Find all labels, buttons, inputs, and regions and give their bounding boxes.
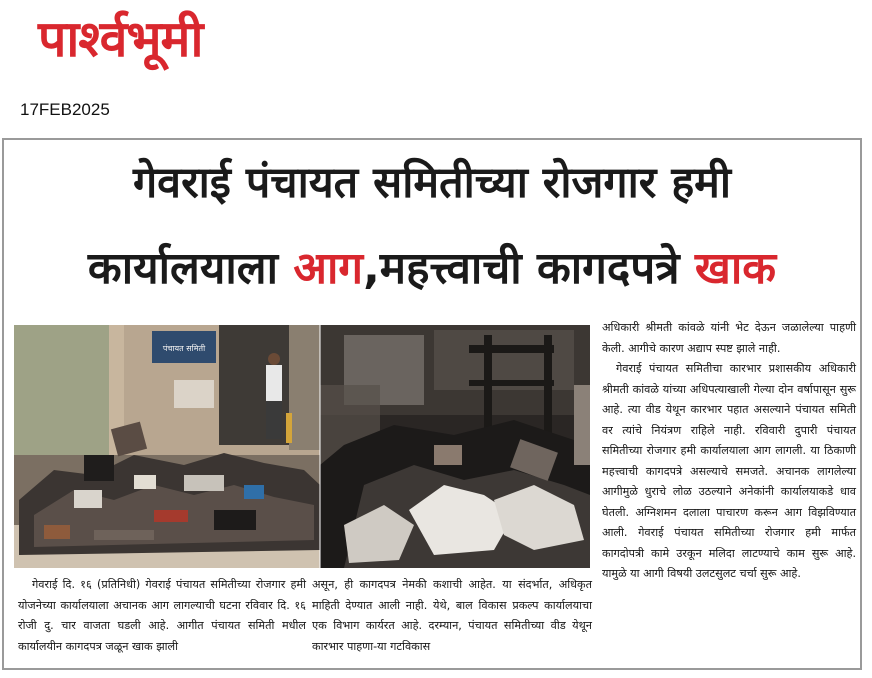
- publication-date: 17FEB2025: [20, 100, 110, 119]
- article-column-3: [602, 318, 856, 585]
- article-paragraph: गेवराई दि. १६ (प्रतिनिधी) गेवराई पंचायत समितीच्या रोजगार हमी योजनेच्या कार्यालयाला अचानक आग लागल्याची घटना रविवार दि. १६ रोजी दु. चार वाजता घडली आहे. आगीत पंचायत समिती मधील कार्यालयीन कागदपत्र जळून खाक झाली: [18, 578, 306, 653]
- headline-line-2: [4, 240, 860, 298]
- article-paragraph: गेवराई पंचायत समितीचा कारभार प्रशासकीय अधिकारी श्रीमती कांवळे यांच्या अधिपत्याखाली गेल्या दोन वर्षापासून सुरू आहे. त्या वीड येथून कारभार पहात असल्याने पंचायत समिती वर त्यांचे नियंत्रण राहिले नाही. रविवारी दुपारी पंचायत समितीच्या रोजगार हमी कार्यालयाला आग लागली. या ठिकाणी महत्त्वाची कागदपत्रे असल्याचे समजते. अचानक लागलेल्या आगीमुळे धुराचे लोळ उठल्याने अनेकांनी कार्यालयाकडे धाव घेतली. अग्निशमन दलाला पाचारण करून आग विझविण्यात आली. गेवराई पंचायत समितीच्या रोजगार हमी मार्फत कागदोपत्री कामे उरकून मलिदा लाटण्याचे काम सुरू आहे. यामुळे या आगी विषयी उलटसुलट चर्चा सुरू आहे.: [602, 362, 856, 580]
- article-column-2: [312, 575, 592, 657]
- headline-highlight-ash: खाक: [694, 243, 777, 294]
- headline-part: कार्यालयाला: [87, 243, 294, 294]
- headline-highlight-fire: आग: [293, 243, 364, 294]
- headline-part: ,महत्त्वाची कागदपत्रे: [363, 243, 695, 294]
- office-sign-text: पंचायत समिती: [162, 344, 206, 353]
- brand-logo: पार्श्वभूमी: [38, 10, 203, 68]
- fire-photos-svg: [14, 325, 590, 568]
- news-clipping: [2, 138, 862, 670]
- article-paragraph: असून, ही कागदपत्र नेमकी कशाची आहेत. या संदर्भात, अधिकृत माहिती देण्यात आली नाही. येथे, बाल विकास प्रकल्प कार्यालयाचा एक विभाग कार्यरत आहे. दरम्यान, पंचायत समितीच्या वीड येथून कारभार पाहणा-या गटविकास: [312, 578, 592, 653]
- photo-office-exterior: [14, 325, 320, 568]
- photo-burnt-interior: [320, 325, 590, 568]
- fire-photos: [14, 325, 590, 568]
- article-column-1: [18, 575, 306, 657]
- headline-line-1: गेवराई पंचायत समितीच्या रोजगार हमी: [132, 158, 732, 208]
- article-paragraph: अधिकारी श्रीमती कांवळे यांनी भेट देऊन जळालेल्या पाहणी केली. आगीचे कारण अद्याप स्पष्ट झाले नाही.: [602, 321, 856, 355]
